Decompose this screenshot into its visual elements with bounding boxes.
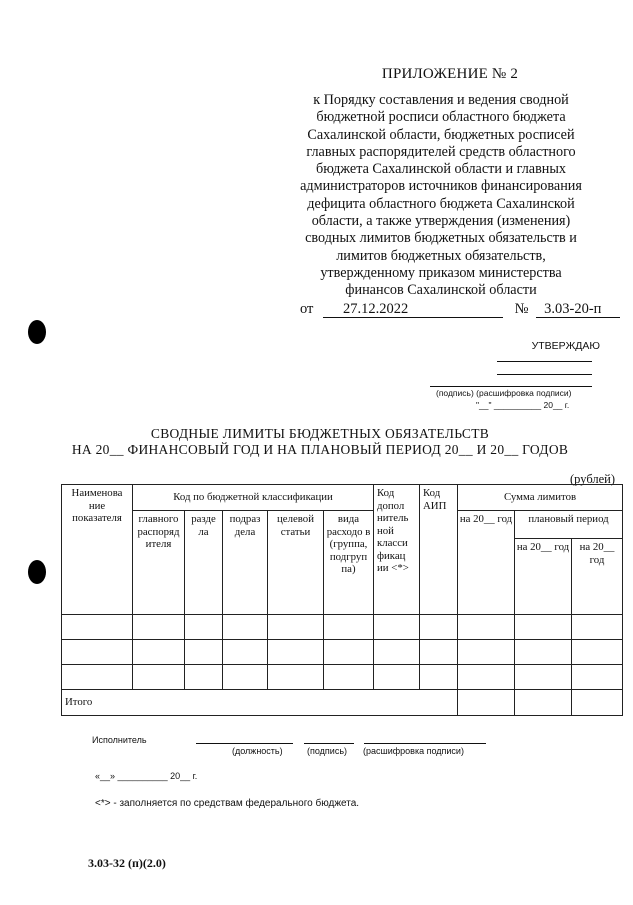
table-cell[interactable] — [458, 615, 515, 640]
table-cell[interactable] — [62, 665, 133, 690]
total-label: Итого — [62, 690, 458, 716]
table-cell[interactable] — [374, 615, 420, 640]
table-cell[interactable] — [572, 615, 623, 640]
table-cell[interactable] — [515, 640, 572, 665]
col-budget-code-header: Код по бюджетной классификации — [133, 485, 374, 511]
col-aip-header: Код АИП — [420, 485, 458, 615]
total-row — [62, 690, 623, 716]
heading-line-1: СВОДНЫЕ ЛИМИТЫ БЮДЖЕТНЫХ ОБЯЗАТЕЛЬСТВ — [150, 426, 490, 441]
table-row — [62, 615, 623, 640]
approve-line-1 — [497, 361, 592, 362]
total-cell[interactable] — [515, 690, 572, 716]
col-plan-year1-header: на 20__ год — [515, 539, 572, 615]
position-line — [196, 743, 293, 744]
table-cell[interactable] — [268, 640, 324, 665]
col-year-header: на 20__ год — [458, 511, 515, 615]
table-cell[interactable] — [185, 640, 223, 665]
table-cell[interactable] — [458, 665, 515, 690]
table-cell[interactable] — [185, 665, 223, 690]
signature-caption-footer: (подпись) — [307, 746, 348, 756]
col-section-header: разде ла — [185, 511, 223, 615]
table-row — [62, 665, 623, 690]
approve-date-line: "__" __________ 20__ г. — [476, 400, 570, 410]
form-code: 3.03-32 (п)(2.0) — [88, 856, 166, 870]
col-sum-header: Сумма лимитов — [458, 485, 623, 511]
col-subsection-header: подраз дела — [223, 511, 268, 615]
table-cell[interactable] — [324, 665, 374, 690]
approval-block — [285, 92, 597, 300]
table-cell[interactable] — [62, 640, 133, 665]
signature-caption: (подпись) (расшифровка подписи) — [436, 388, 572, 398]
punch-hole-bottom — [28, 560, 46, 584]
table-cell[interactable] — [458, 640, 515, 665]
table-cell[interactable] — [515, 665, 572, 690]
footnote: <*> - заполняется по средствам федерального бюджета. — [95, 798, 360, 809]
table-cell[interactable] — [268, 615, 324, 640]
heading-line-2: НА 20__ ФИНАНСОВЫЙ ГОД И НА ПЛАНОВЫЙ ПЕРИОД 20__ И 20__ ГОДОВ — [71, 442, 569, 457]
col-target-header: целевой статьи — [268, 511, 324, 615]
decode-line — [364, 743, 486, 744]
signature-line-footer — [304, 743, 354, 744]
executor-label: Исполнитель — [92, 735, 147, 745]
table-cell[interactable] — [133, 665, 185, 690]
order-line — [300, 301, 600, 318]
limits-table — [61, 484, 623, 716]
col-plan-year2-header: на 20__ год — [572, 539, 623, 615]
table-cell[interactable] — [223, 665, 268, 690]
approval-line: финансов Сахалинской области — [345, 282, 537, 299]
approval-line: бюджетной росписи областного бюджета — [316, 109, 566, 126]
number-prefix: № — [514, 301, 529, 317]
table-cell[interactable] — [185, 615, 223, 640]
table-cell[interactable] — [133, 615, 185, 640]
table-cell[interactable] — [324, 640, 374, 665]
approval-line: к Порядку составления и ведения сводной — [313, 92, 569, 108]
approval-line: утвержденному приказом министерства — [320, 264, 562, 281]
total-cell[interactable] — [458, 690, 515, 716]
order-date: 27.12.2022 — [323, 302, 503, 318]
decode-caption: (расшифровка подписи) — [363, 746, 464, 756]
approve-line-2 — [497, 374, 592, 375]
approval-line: администраторов источников финансирования — [300, 178, 582, 195]
approval-line: бюджета Сахалинской области и главных — [315, 161, 566, 178]
table-cell[interactable] — [62, 615, 133, 640]
table-cell[interactable] — [133, 640, 185, 665]
total-cell[interactable] — [572, 690, 623, 716]
table-cell[interactable] — [324, 615, 374, 640]
table-cell[interactable] — [268, 665, 324, 690]
signature-line — [430, 386, 592, 387]
col-name-header: Наименова ние показателя — [62, 485, 133, 615]
table-cell[interactable] — [223, 615, 268, 640]
table-cell[interactable] — [572, 665, 623, 690]
order-number: 3.03-20-п — [536, 302, 620, 318]
col-add-code-header: Код допол нитель ной класси фикац ии <*> — [374, 485, 420, 615]
table-row — [62, 640, 623, 665]
approve-label: УТВЕРЖДАЮ — [531, 340, 600, 352]
table-cell[interactable] — [374, 640, 420, 665]
table-cell[interactable] — [515, 615, 572, 640]
table-cell[interactable] — [223, 640, 268, 665]
approval-line: дефицита областного бюджета Сахалинской — [307, 195, 575, 212]
col-expense-type-header: вида расходо в (группа, подгруп па) — [324, 511, 374, 615]
footer-date-line: «__» __________ 20__ г. — [95, 771, 198, 781]
date-prefix: от — [300, 301, 314, 317]
table-cell[interactable] — [374, 665, 420, 690]
punch-hole-top — [28, 320, 46, 344]
col-plan-period-header: плановый период — [515, 511, 623, 539]
position-caption: (должность) — [232, 746, 283, 756]
appendix-title: ПРИЛОЖЕНИЕ № 2 — [381, 66, 519, 82]
table-cell[interactable] — [420, 665, 458, 690]
table-cell[interactable] — [572, 640, 623, 665]
col-main-manager-header: главного распоряд ителя — [133, 511, 185, 615]
approval-line: сводных лимитов бюджетных обязательств и — [305, 230, 577, 247]
approval-line: области, а также утверждения (изменения) — [311, 213, 571, 230]
table-cell[interactable] — [420, 640, 458, 665]
table-cell[interactable] — [420, 615, 458, 640]
document-heading — [60, 426, 580, 458]
approval-line: лимитов бюджетных обязательств, — [336, 247, 546, 264]
approval-line: главных распорядителей средств областного — [306, 143, 576, 160]
approval-line: Сахалинской области, бюджетных росписей — [307, 126, 575, 143]
currency-note: (рублей) — [570, 472, 616, 486]
